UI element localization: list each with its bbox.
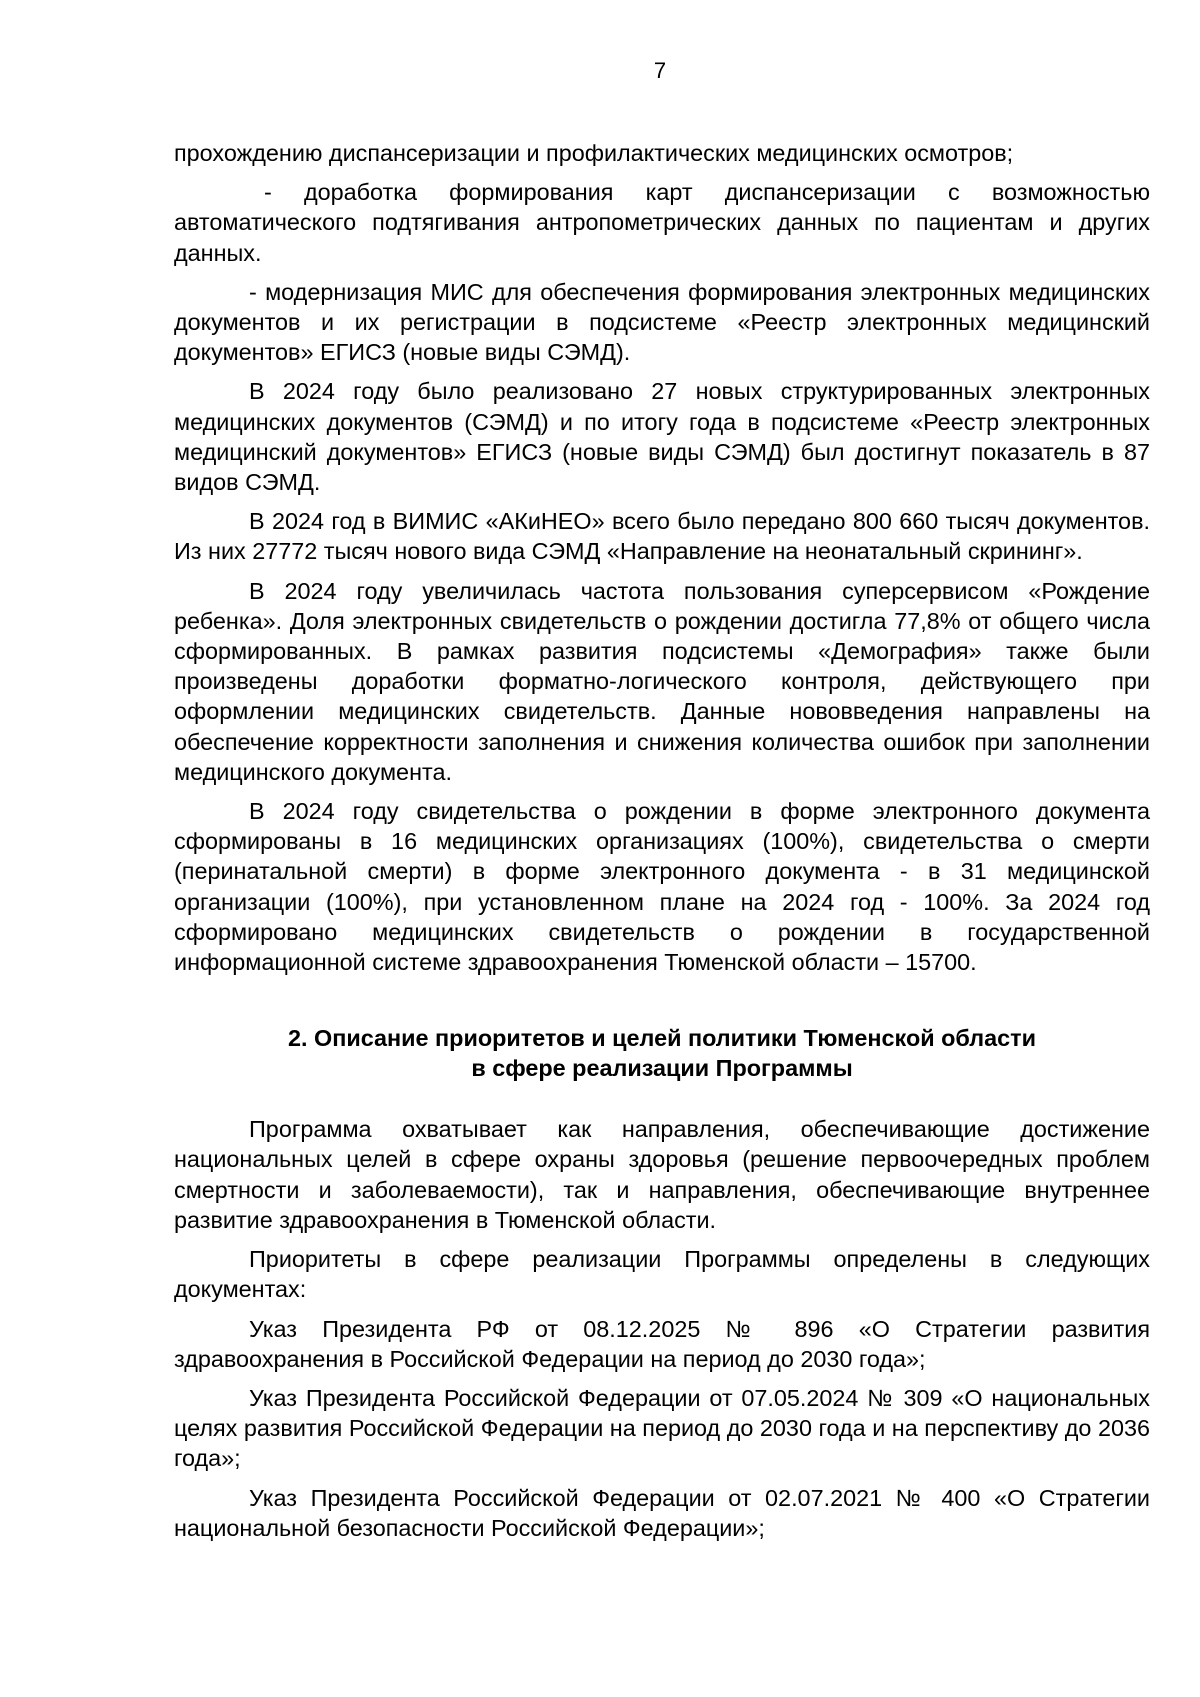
section-heading xyxy=(174,1023,1150,1083)
paragraph-program-scope: Программа охватывает как направления, обеспечивающие достижение национальных целей в сфере охраны здоровья (решение первоочередных проблем смертности и заболеваемости), так и направления, обеспечивающие внутреннее развитие здравоохранения в Тюменской области. xyxy=(174,1116,1150,1233)
section-heading-line2: в сфере реализации Программы xyxy=(471,1055,853,1082)
page-number: 7 xyxy=(653,58,667,83)
paragraph-semd-2024: В 2024 году было реализовано 27 новых структурированных электронных медицинских документов (СЭМД) и по итогу года в подсистеме «Реестр электронных медицинский документов» ЕГИСЗ (новые виды СЭМД) был достигнут показатель в 87 видов СЭМД. xyxy=(174,378,1150,496)
paragraph-vimis: В 2024 год в ВИМИС «АКиНЕО» всего было передано 800 660 тысяч документов. Из них 27772 тысяч нового вида СЭМД «Направление на неонатальный скрининг». xyxy=(174,508,1150,565)
paragraph-mis-modernization: - модернизация МИС для обеспечения формирования электронных медицинских документов и их регистрации в подсистеме «Реестр электронных медицинский документов» ЕГИСЗ (новые виды СЭМД). xyxy=(174,278,1150,366)
paragraph-birth-service: В 2024 году увеличилась частота пользования суперсервисом «Рождение ребенка». Доля электронных свидетельств о рождении достигла 77,8% от общего числа сформированных. В рамках развития подсистемы «Демография» также были произведены доработки форматно-логического контроля, действующего при оформлении медицинских свидетельств. Данные нововведения направлены на обеспечение корректности заполнения и снижения количества ошибок при заполнении медицинского документа. xyxy=(174,577,1150,785)
paragraph-decree-896: Указ Президента РФ от 08.12.2025 № 896 «О Стратегии развития здравоохранения в Российской Федерации на период до 2030 года»; xyxy=(174,1315,1150,1372)
document-body xyxy=(174,138,1150,1552)
paragraph-priorities-intro: Приоритеты в сфере реализации Программы определены в следующих документах: xyxy=(174,1246,1150,1303)
section-heading-line1: 2. Описание приоритетов и целей политики Тюменской области xyxy=(288,1025,1036,1052)
paragraph-certificates: В 2024 году свидетельства о рождении в форме электронного документа сформированы в 16 медицинских организациях (100%), свидетельства о смерти (перинатальной смерти) в форме электронного документа - в 31 медицинской организации (100%), при установленном плане на 2024 год - 100%. За 2024 год сформировано медицинских свидетельств о рождении в государственной информационной системе здравоохранения Тюменской области – 15700. xyxy=(174,798,1150,976)
paragraph-decree-309: Указ Президента Российской Федерации от 07.05.2024 № 309 «О национальных целях развития Российской Федерации на период до 2030 года и на перспективу до 2036 года»; xyxy=(174,1384,1150,1472)
paragraph-decree-400: Указ Президента Российской Федерации от 02.07.2021 № 400 «О Стратегии национальной безопасности Российской Федерации»; xyxy=(174,1484,1150,1541)
paragraph-dispensary-cards: - доработка формирования карт диспансеризации с возможностью автоматического подтягивания антропометрических данных по пациентам и других данных. xyxy=(174,179,1150,266)
paragraph-continuation: прохождению диспансеризации и профилактических медицинских осмотров; xyxy=(174,140,1014,166)
